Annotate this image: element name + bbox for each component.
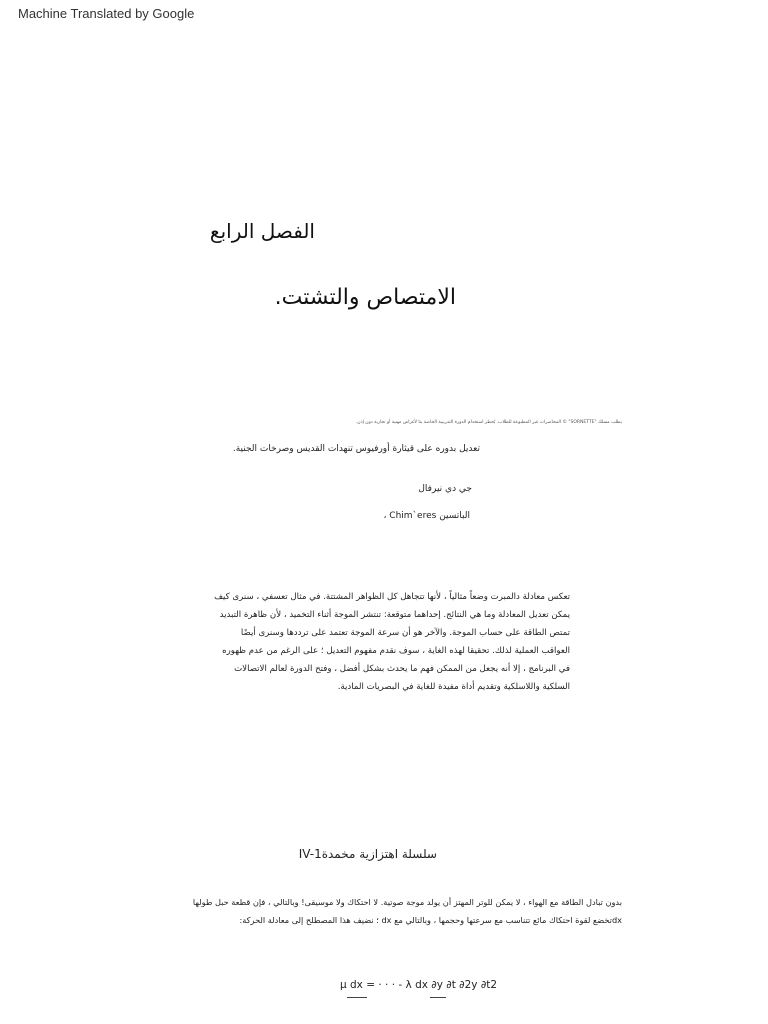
fraction-bar bbox=[347, 997, 367, 998]
machine-translated-banner: Machine Translated by Google bbox=[18, 6, 195, 21]
epigraph-work: الباتسين Chim`eres ، bbox=[383, 511, 470, 521]
copyright-footnote: يطلب مسلك "SORNETTE" © المحاضرات غير المطبوعة للطلاب. يُحظر استخدام الدورة التدريبية الخاصة بنا لأغراض مهنية أو تجارية دون إذن. bbox=[355, 420, 622, 425]
section-heading: IV-1سلسلة اهتزازية مخمدة bbox=[298, 847, 437, 861]
fraction-bar bbox=[430, 997, 446, 998]
epigraph-quote: تعديل بدوره على قيثارة أورفيوس تنهدات القديس وصرخات الجنية. bbox=[232, 444, 480, 454]
motion-equation: µ dx = · · · - λ dx ∂y ∂t ∂2y ∂t2 bbox=[340, 979, 498, 991]
section-paragraph: بدون تبادل الطاقة مع الهواء ، لا يمكن للوتر المهتز أن يولد موجة صوتية. لا احتكاك ولا موسيقى! وبالتالي ، فإن قطعة حبل طولها dxتخضع لقوة احتكاك مائع تتناسب مع سرعتها وحجمها ، وبالتالي مع dx ؛ نضيف هذا المصطلح إلى معادلة الحركة: bbox=[192, 897, 622, 925]
intro-paragraph: تعكس معادلة دالمبرت وضعاً مثالياً ، لأنها تتجاهل كل الظواهر المشتتة. في مثال تعسفي ، سنرى كيف يمكن تعديل المعادلة وما هي النتائج. إحداهما متوقعة: تنتشر الموجة أثناء التخميد ، لأن ظاهرة التبديد تمتص الطاقة على حساب الموجة. والآخر هو أن سرعة الموجة تعتمد على ترددها وسنرى أيضًا العواقب العملية لذلك. تحقيقا لهذه الغاية ، سوف نقدم مفهوم التعديل ؛ على الرغم من عدم ظهوره في البرنامج ، إلا أنه يجعل من الممكن فهم ما يحدث بشكل أفضل ، وفتح الدورة لعالم الاتصالات السلكية واللاسلكية وتقديم أداة مفيدة للغاية في البصريات المادية. bbox=[214, 592, 570, 692]
chapter-title: الامتصاص والتشتت. bbox=[274, 285, 456, 310]
chapter-heading: الفصل الرابع bbox=[209, 219, 315, 243]
epigraph-author: جي دي نيرفال bbox=[418, 484, 472, 494]
